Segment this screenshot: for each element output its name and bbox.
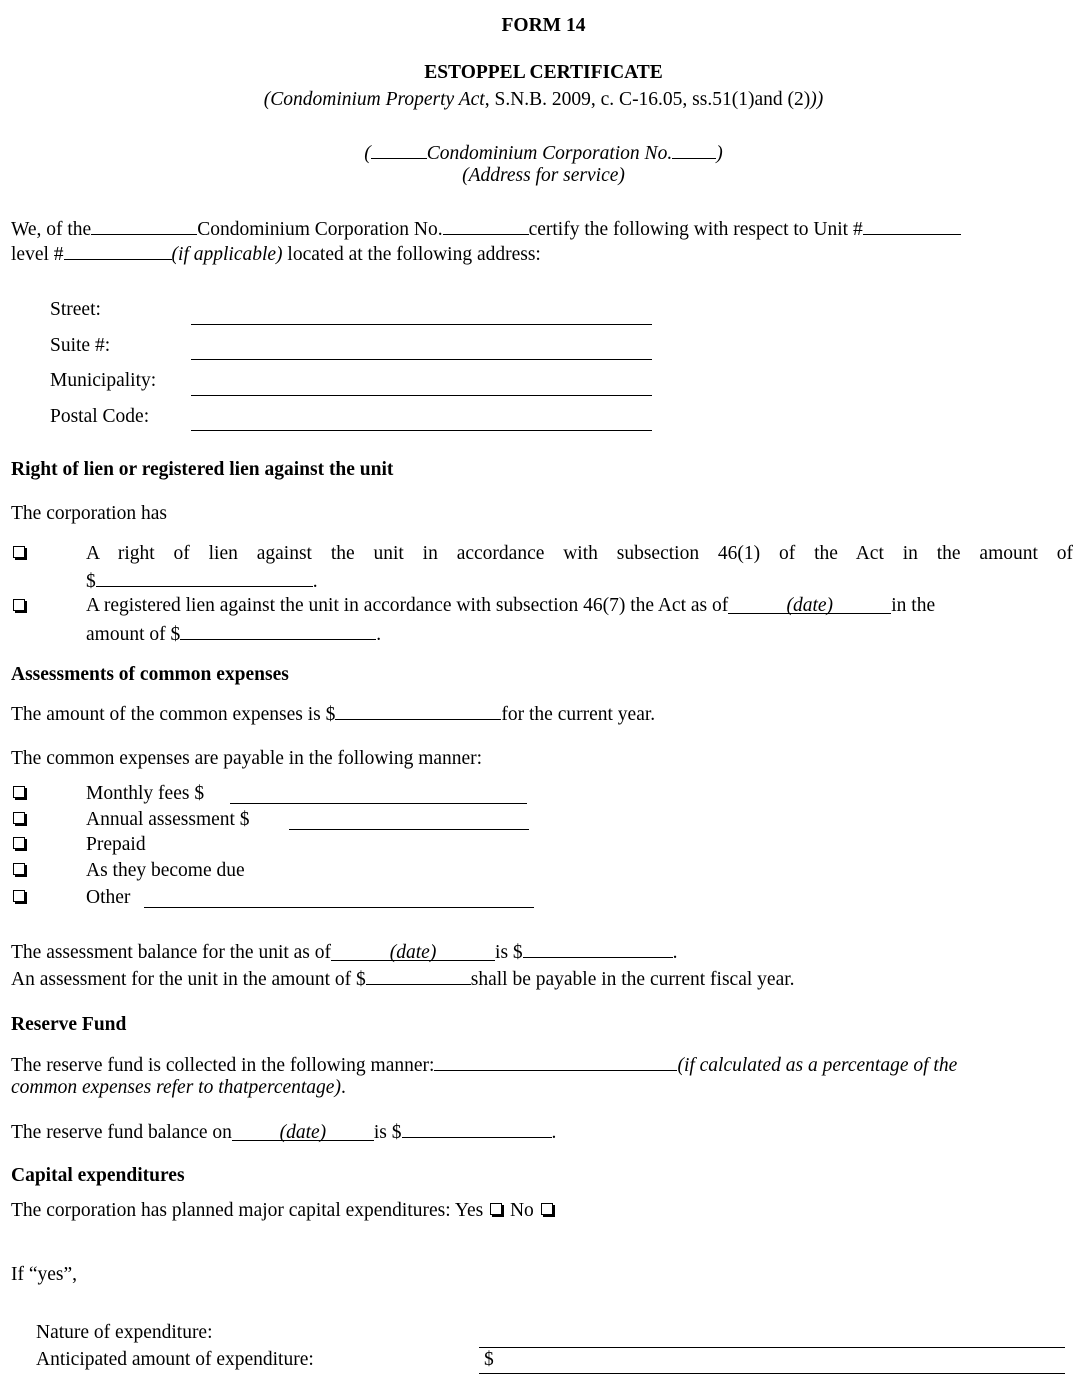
nature-label: Nature of expenditure:: [36, 1322, 213, 1343]
registered-lien-line-1: [86, 595, 935, 617]
assessment-balance-line: [11, 939, 678, 964]
annual-assessment-checkbox[interactable]: [13, 812, 25, 824]
certify-text: certify the following with respect to Unit #: [528, 219, 863, 240]
act-citation: , S.N.B. 2009, c. C-16.05, ss.51(1)and (2): [484, 89, 811, 110]
unit-number-blank[interactable]: [863, 216, 961, 235]
monthly-fees-line: [86, 783, 204, 805]
monthly-fees-checkbox[interactable]: [13, 786, 25, 798]
municipality-label: Municipality:: [50, 370, 157, 391]
amount-of-text: amount of $: [86, 624, 181, 645]
suite-label: Suite #:: [50, 335, 111, 356]
corp-number-blank[interactable]: [672, 140, 716, 159]
right-of-lien-line-1: A right of lien against the unit in accordance with subsection 46(1) of the Act in the amount of: [86, 543, 1073, 564]
street-label: Street:: [50, 299, 101, 320]
reserve-note-2: common expenses refer to thatpercentage): [11, 1077, 341, 1098]
monthly-fees-field[interactable]: [230, 803, 527, 804]
suite-field[interactable]: [191, 359, 652, 360]
reserve-is-text: is $: [373, 1122, 402, 1143]
reserve-note-1: (if calculated as a percentage of the: [677, 1055, 958, 1076]
act-name: Condominium Property Act: [270, 89, 485, 110]
registered-lien-period: .: [376, 624, 382, 645]
we-of-the-text: We, of the: [11, 219, 92, 240]
corp-name-blank[interactable]: [371, 140, 427, 159]
as-due-label: As they become due: [86, 860, 245, 881]
form-number: FORM 14: [501, 15, 586, 36]
date-placeholder: (date): [786, 595, 834, 616]
reserve-balance-period: .: [551, 1122, 557, 1143]
fiscal-prefix-text: An assessment for the unit in the amount of $: [11, 969, 366, 990]
postal-code-label: Postal Code:: [50, 406, 150, 427]
right-of-lien-line-2: [86, 568, 318, 593]
intro-line-1: [11, 216, 961, 241]
level-number-blank[interactable]: [64, 241, 172, 260]
registered-lien-line-2: [86, 621, 381, 646]
fiscal-suffix-text: shall be payable in the current fiscal year.: [470, 969, 795, 990]
corp-paren-close: ): [716, 143, 723, 164]
certificate-title: ESTOPPEL CERTIFICATE: [424, 62, 663, 83]
reserve-note-period: .: [340, 1077, 346, 1098]
address-for-service: (Address for service): [462, 165, 625, 186]
common-expenses-amount-line: [11, 701, 655, 726]
street-field[interactable]: [191, 324, 652, 325]
other-label: Other: [86, 887, 131, 908]
no-label: No: [509, 1200, 534, 1221]
postal-code-field[interactable]: [191, 430, 652, 431]
registered-lien-amount-blank[interactable]: [180, 621, 376, 640]
corp-no-text: Condominium Corporation No.: [197, 219, 443, 240]
assessment-date-placeholder: (date): [389, 942, 437, 963]
reserve-manner-blank[interactable]: [434, 1052, 677, 1071]
lien-dollar-sign: $: [86, 571, 96, 592]
corp-paren-open: (: [364, 143, 371, 164]
right-of-lien-checkbox[interactable]: [13, 546, 25, 558]
reserve-date-placeholder: (date): [279, 1122, 327, 1143]
right-of-lien-amount-blank[interactable]: [96, 568, 313, 587]
anticipated-amount-field[interactable]: [479, 1373, 1065, 1374]
reserve-balance-line: [11, 1119, 556, 1144]
municipality-field[interactable]: [191, 395, 652, 396]
amount-prefix-text: The amount of the common expenses is $: [11, 704, 336, 725]
as-due-checkbox[interactable]: [13, 863, 25, 875]
annual-assessment-line: [86, 809, 250, 831]
reserve-date-blank[interactable]: [232, 1122, 374, 1141]
capital-planned-line: [11, 1200, 556, 1222]
registered-lien-checkbox[interactable]: [13, 599, 25, 611]
if-applicable-text: (if applicable): [171, 244, 283, 265]
corp-number-line: [0, 140, 1087, 165]
balance-period: .: [672, 942, 678, 963]
corporation-number-blank[interactable]: [443, 216, 529, 235]
corporation-has-text: The corporation has: [11, 503, 167, 524]
yes-checkbox[interactable]: [490, 1203, 502, 1215]
balance-prefix-text: The assessment balance for the unit as of: [11, 942, 332, 963]
no-checkbox[interactable]: [541, 1203, 553, 1215]
prepaid-checkbox[interactable]: [13, 837, 25, 849]
nature-field[interactable]: [479, 1347, 1065, 1348]
amount-suffix-text: for the current year.: [501, 704, 656, 725]
capital-heading: Capital expenditures: [11, 1165, 185, 1186]
annual-assessment-field[interactable]: [289, 829, 529, 830]
anticipated-label: Anticipated amount of expenditure:: [36, 1349, 314, 1370]
reserve-balance-prefix: The reserve fund balance on: [11, 1122, 232, 1143]
capital-planned-text: The corporation has planned major capital expenditures: Yes: [11, 1200, 484, 1221]
other-field[interactable]: [144, 907, 534, 908]
level-text: level #: [11, 244, 64, 265]
paren-close: ): [810, 89, 817, 110]
assessments-heading: Assessments of common expenses: [11, 664, 289, 685]
if-yes-text: If “yes”,: [11, 1264, 78, 1285]
act-reference: [0, 89, 1087, 111]
located-text: located at the following address:: [282, 244, 541, 265]
other-checkbox[interactable]: [13, 890, 25, 902]
reserve-collected-text: The reserve fund is collected in the following manner:: [11, 1055, 435, 1076]
fiscal-assessment-line: [11, 966, 795, 991]
monthly-fees-label: Monthly fees $: [86, 783, 205, 804]
annual-assessment-label: Annual assessment $: [86, 809, 250, 830]
fiscal-amount-blank[interactable]: [366, 966, 471, 985]
corp-label: Condominium Corporation No.: [426, 143, 673, 164]
reserve-fund-heading: Reserve Fund: [11, 1014, 127, 1035]
corporation-name-blank[interactable]: [91, 216, 197, 235]
reserve-note-line-2: [11, 1077, 346, 1099]
lien-heading: Right of lien or registered lien against the unit: [11, 459, 394, 480]
prepaid-label: Prepaid: [86, 834, 146, 855]
payable-manner-text: The common expenses are payable in the following manner:: [11, 748, 483, 769]
anticipated-dollar-sign: $: [484, 1349, 494, 1370]
lien-period: .: [312, 571, 318, 592]
registered-lien-text: A registered lien against the unit in accordance with subsection 46(7) the Act as of: [86, 595, 729, 616]
intro-line-2: [11, 241, 541, 266]
reserve-balance-blank[interactable]: [402, 1119, 552, 1138]
registered-lien-date-blank[interactable]: [728, 595, 891, 614]
paren-close-2: ): [816, 89, 824, 110]
balance-is-text: is $: [495, 942, 523, 963]
assessment-date-blank[interactable]: [331, 942, 495, 961]
common-expenses-amount-blank[interactable]: [335, 701, 501, 720]
paren-open: (: [263, 89, 271, 110]
assessment-balance-blank[interactable]: [523, 939, 673, 958]
in-the-text: in the: [891, 595, 936, 616]
reserve-collected-line: [11, 1052, 957, 1077]
